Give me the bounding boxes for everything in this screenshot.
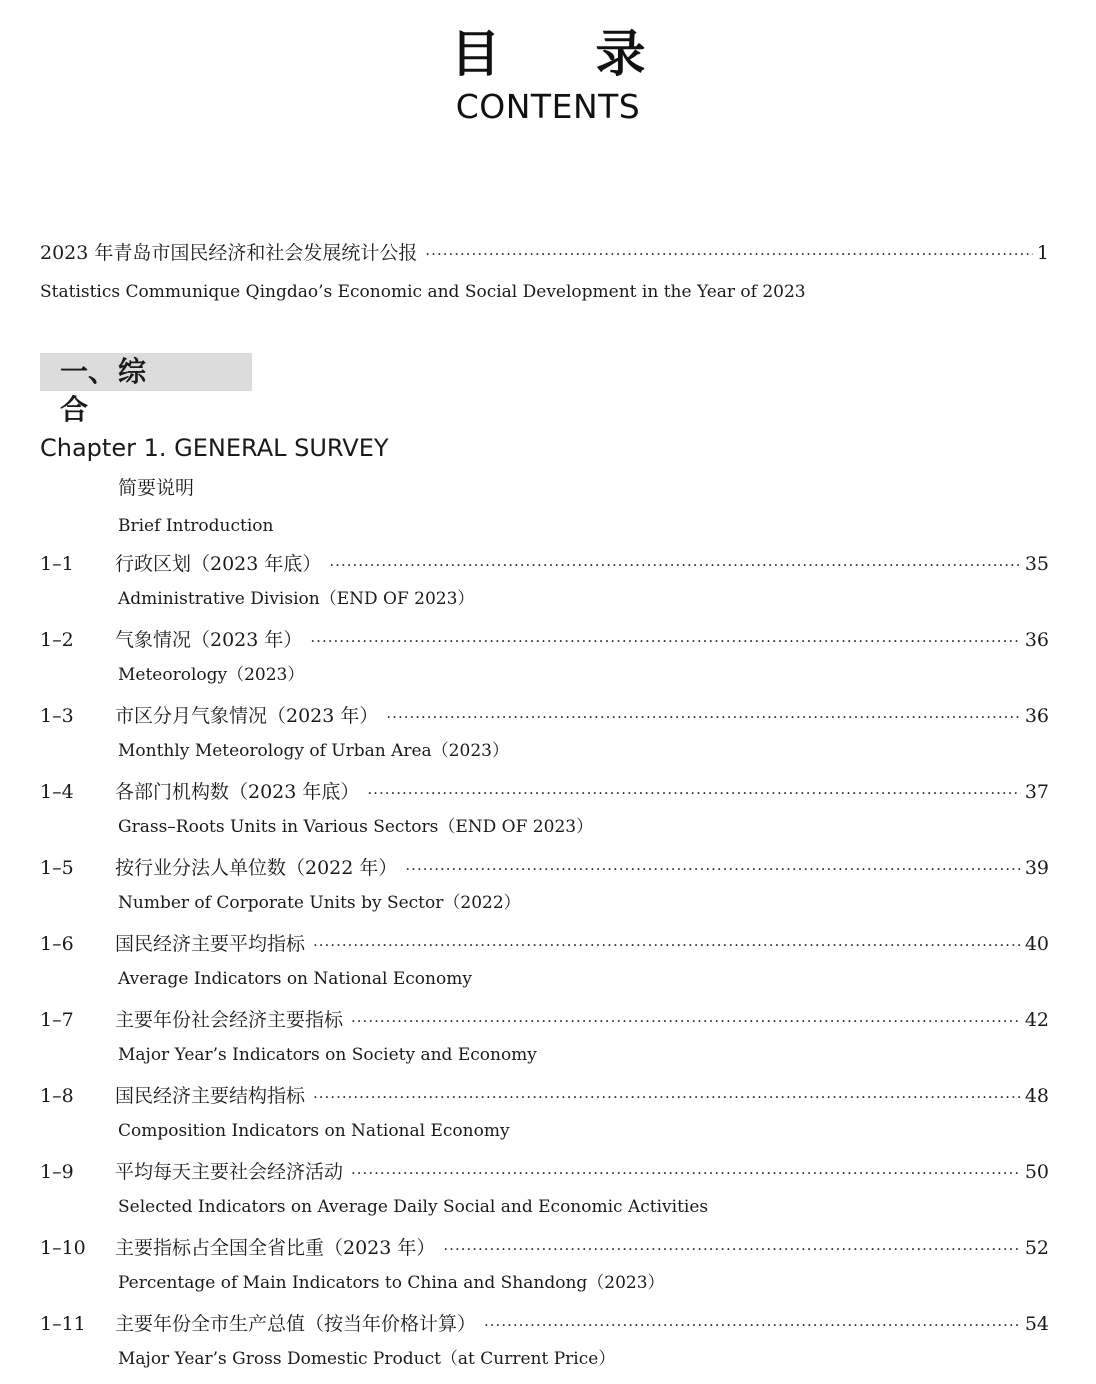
- toc-entry-cn-row: [40, 1080, 1049, 1112]
- toc-entry-title-en: Major Year’s Indicators on Society and Economy: [118, 1045, 537, 1065]
- toc-entry[interactable]: [40, 1232, 1049, 1308]
- toc-entry-cn-row: [40, 1004, 1049, 1036]
- dot-leader: [313, 929, 1021, 961]
- page-title-cn: 目录: [450, 25, 741, 83]
- toc-entry-page-number: 37: [1024, 781, 1049, 803]
- toc-entry-page-number: 36: [1024, 629, 1049, 651]
- toc-entry-title-en: Major Year’s Gross Domestic Product（at Current Price）: [118, 1349, 616, 1369]
- toc-entry-cn-row: [40, 776, 1049, 808]
- toc-entry-page-number: 39: [1024, 857, 1049, 879]
- toc-entry[interactable]: [40, 624, 1049, 700]
- dot-leader: [367, 777, 1020, 809]
- toc-entry-page-number: 54: [1024, 1313, 1049, 1335]
- table-number: 1–2: [40, 629, 74, 651]
- toc-entry[interactable]: [40, 852, 1049, 928]
- toc-entry-page-number: 50: [1024, 1161, 1049, 1183]
- toc-entry-cn-row: [40, 928, 1049, 960]
- toc-entry-cn-row: [40, 624, 1049, 656]
- chapter-heading: [40, 353, 389, 463]
- page-title-en: CONTENTS: [455, 87, 641, 126]
- communique-title-en: Statistics Communique Qingdao’s Economic and Social Development in the Year of 2023: [40, 282, 806, 302]
- chapter-number-cn: 一、: [60, 355, 117, 388]
- toc-entry-cn-row: [40, 1308, 1049, 1340]
- toc-entry-page-number: 42: [1024, 1009, 1049, 1031]
- toc-entry-title-en: Selected Indicators on Average Daily Social and Economic Activities: [118, 1197, 709, 1217]
- toc-entry[interactable]: [40, 700, 1049, 776]
- toc-entry-title-cn: 国民经济主要结构指标: [115, 1085, 306, 1107]
- toc-entry-communique[interactable]: [40, 238, 1049, 316]
- toc-entry-title-cn: 国民经济主要平均指标: [115, 933, 306, 955]
- dot-leader: [405, 853, 1020, 885]
- dot-leader: [484, 1309, 1021, 1341]
- toc-entry-cn-row: [40, 852, 1049, 884]
- toc-entry-title-cn: 主要年份全市生产总值（按当年价格计算）: [115, 1313, 477, 1335]
- toc-entry-page-number: 48: [1024, 1085, 1049, 1107]
- table-number: 1–6: [40, 933, 74, 955]
- table-number: 1–3: [40, 705, 74, 727]
- dot-leader: [313, 1081, 1021, 1113]
- toc-entry-title-cn: 行政区划（2023 年底）: [115, 553, 322, 575]
- toc-entry-title-en: Percentage of Main Indicators to China and Shandong（2023）: [118, 1273, 665, 1293]
- intro-title-en: Brief Introduction: [118, 516, 274, 536]
- table-number: 1–10: [40, 1237, 86, 1259]
- toc-entry-title-en: Composition Indicators on National Economy: [118, 1121, 510, 1141]
- table-number: 1–11: [40, 1313, 86, 1335]
- table-number: 1–4: [40, 781, 74, 803]
- dot-leader: [425, 239, 1033, 269]
- dot-leader: [329, 549, 1020, 581]
- toc-entry-title-cn: 按行业分法人单位数（2022 年）: [115, 857, 398, 879]
- toc-entry-page-number: 36: [1024, 705, 1049, 727]
- dot-leader: [351, 1157, 1021, 1189]
- toc-entry-title-cn: 主要年份社会经济主要指标: [115, 1009, 344, 1031]
- toc-entry-title-en: Number of Corporate Units by Sector（2022）: [118, 893, 521, 913]
- toc-entry-title-cn: 平均每天主要社会经济活动: [115, 1161, 344, 1183]
- table-number: 1–8: [40, 1085, 74, 1107]
- dot-leader: [351, 1005, 1021, 1037]
- toc-entry-cn-row: [40, 1232, 1049, 1264]
- intro-title-cn: 简要说明: [118, 477, 195, 499]
- table-number: 1–7: [40, 1009, 74, 1031]
- communique-cn-row: [40, 238, 1049, 268]
- toc-entry[interactable]: [40, 548, 1049, 624]
- dot-leader: [443, 1233, 1020, 1265]
- toc-entry-title-cn: 各部门机构数（2023 年底）: [115, 781, 360, 803]
- toc-entry-title-en: Monthly Meteorology of Urban Area（2023）: [118, 741, 509, 761]
- toc-entry-page-number: 35: [1024, 553, 1049, 575]
- dot-leader: [386, 701, 1020, 733]
- chapter-name-cn: 综合: [60, 355, 193, 426]
- toc-entry-title-en: Meteorology（2023）: [118, 665, 305, 685]
- toc-entry-page-number: 52: [1024, 1237, 1049, 1259]
- table-number: 1–5: [40, 857, 74, 879]
- toc-entry[interactable]: [40, 1308, 1049, 1384]
- toc-entry[interactable]: [40, 928, 1049, 1004]
- toc-entry-cn-row: [40, 548, 1049, 580]
- toc-entry-intro[interactable]: [118, 474, 273, 550]
- toc-entry-title-en: Average Indicators on National Economy: [118, 969, 472, 989]
- toc-entry-title-cn: 市区分月气象情况（2023 年）: [115, 705, 379, 727]
- toc-entry-title-en: Grass–Roots Units in Various Sectors（END OF 2023）: [118, 817, 594, 837]
- toc-entry[interactable]: [40, 1080, 1049, 1156]
- toc-entry-title-en: Administrative Division（END OF 2023）: [118, 589, 475, 609]
- chapter-title-box: [40, 353, 252, 426]
- toc-entry-list: [40, 548, 1049, 1384]
- table-number: 1–1: [40, 553, 74, 575]
- toc-entry-cn-row: [40, 1156, 1049, 1188]
- communique-page-number: 1: [1036, 242, 1049, 264]
- toc-entry-page-number: 40: [1024, 933, 1049, 955]
- toc-entry-title-cn: 主要指标占全国全省比重（2023 年）: [115, 1237, 436, 1259]
- chapter-title-en: Chapter 1. GENERAL SURVEY: [40, 434, 389, 462]
- toc-entry[interactable]: [40, 1004, 1049, 1080]
- toc-entry[interactable]: [40, 1156, 1049, 1232]
- dot-leader: [310, 625, 1020, 657]
- toc-entry-title-cn: 气象情况（2023 年）: [115, 629, 303, 651]
- communique-title-cn: 2023 年青岛市国民经济和社会发展统计公报: [40, 242, 418, 264]
- toc-entry[interactable]: [40, 776, 1049, 852]
- toc-entry-cn-row: [40, 700, 1049, 732]
- table-number: 1–9: [40, 1161, 74, 1183]
